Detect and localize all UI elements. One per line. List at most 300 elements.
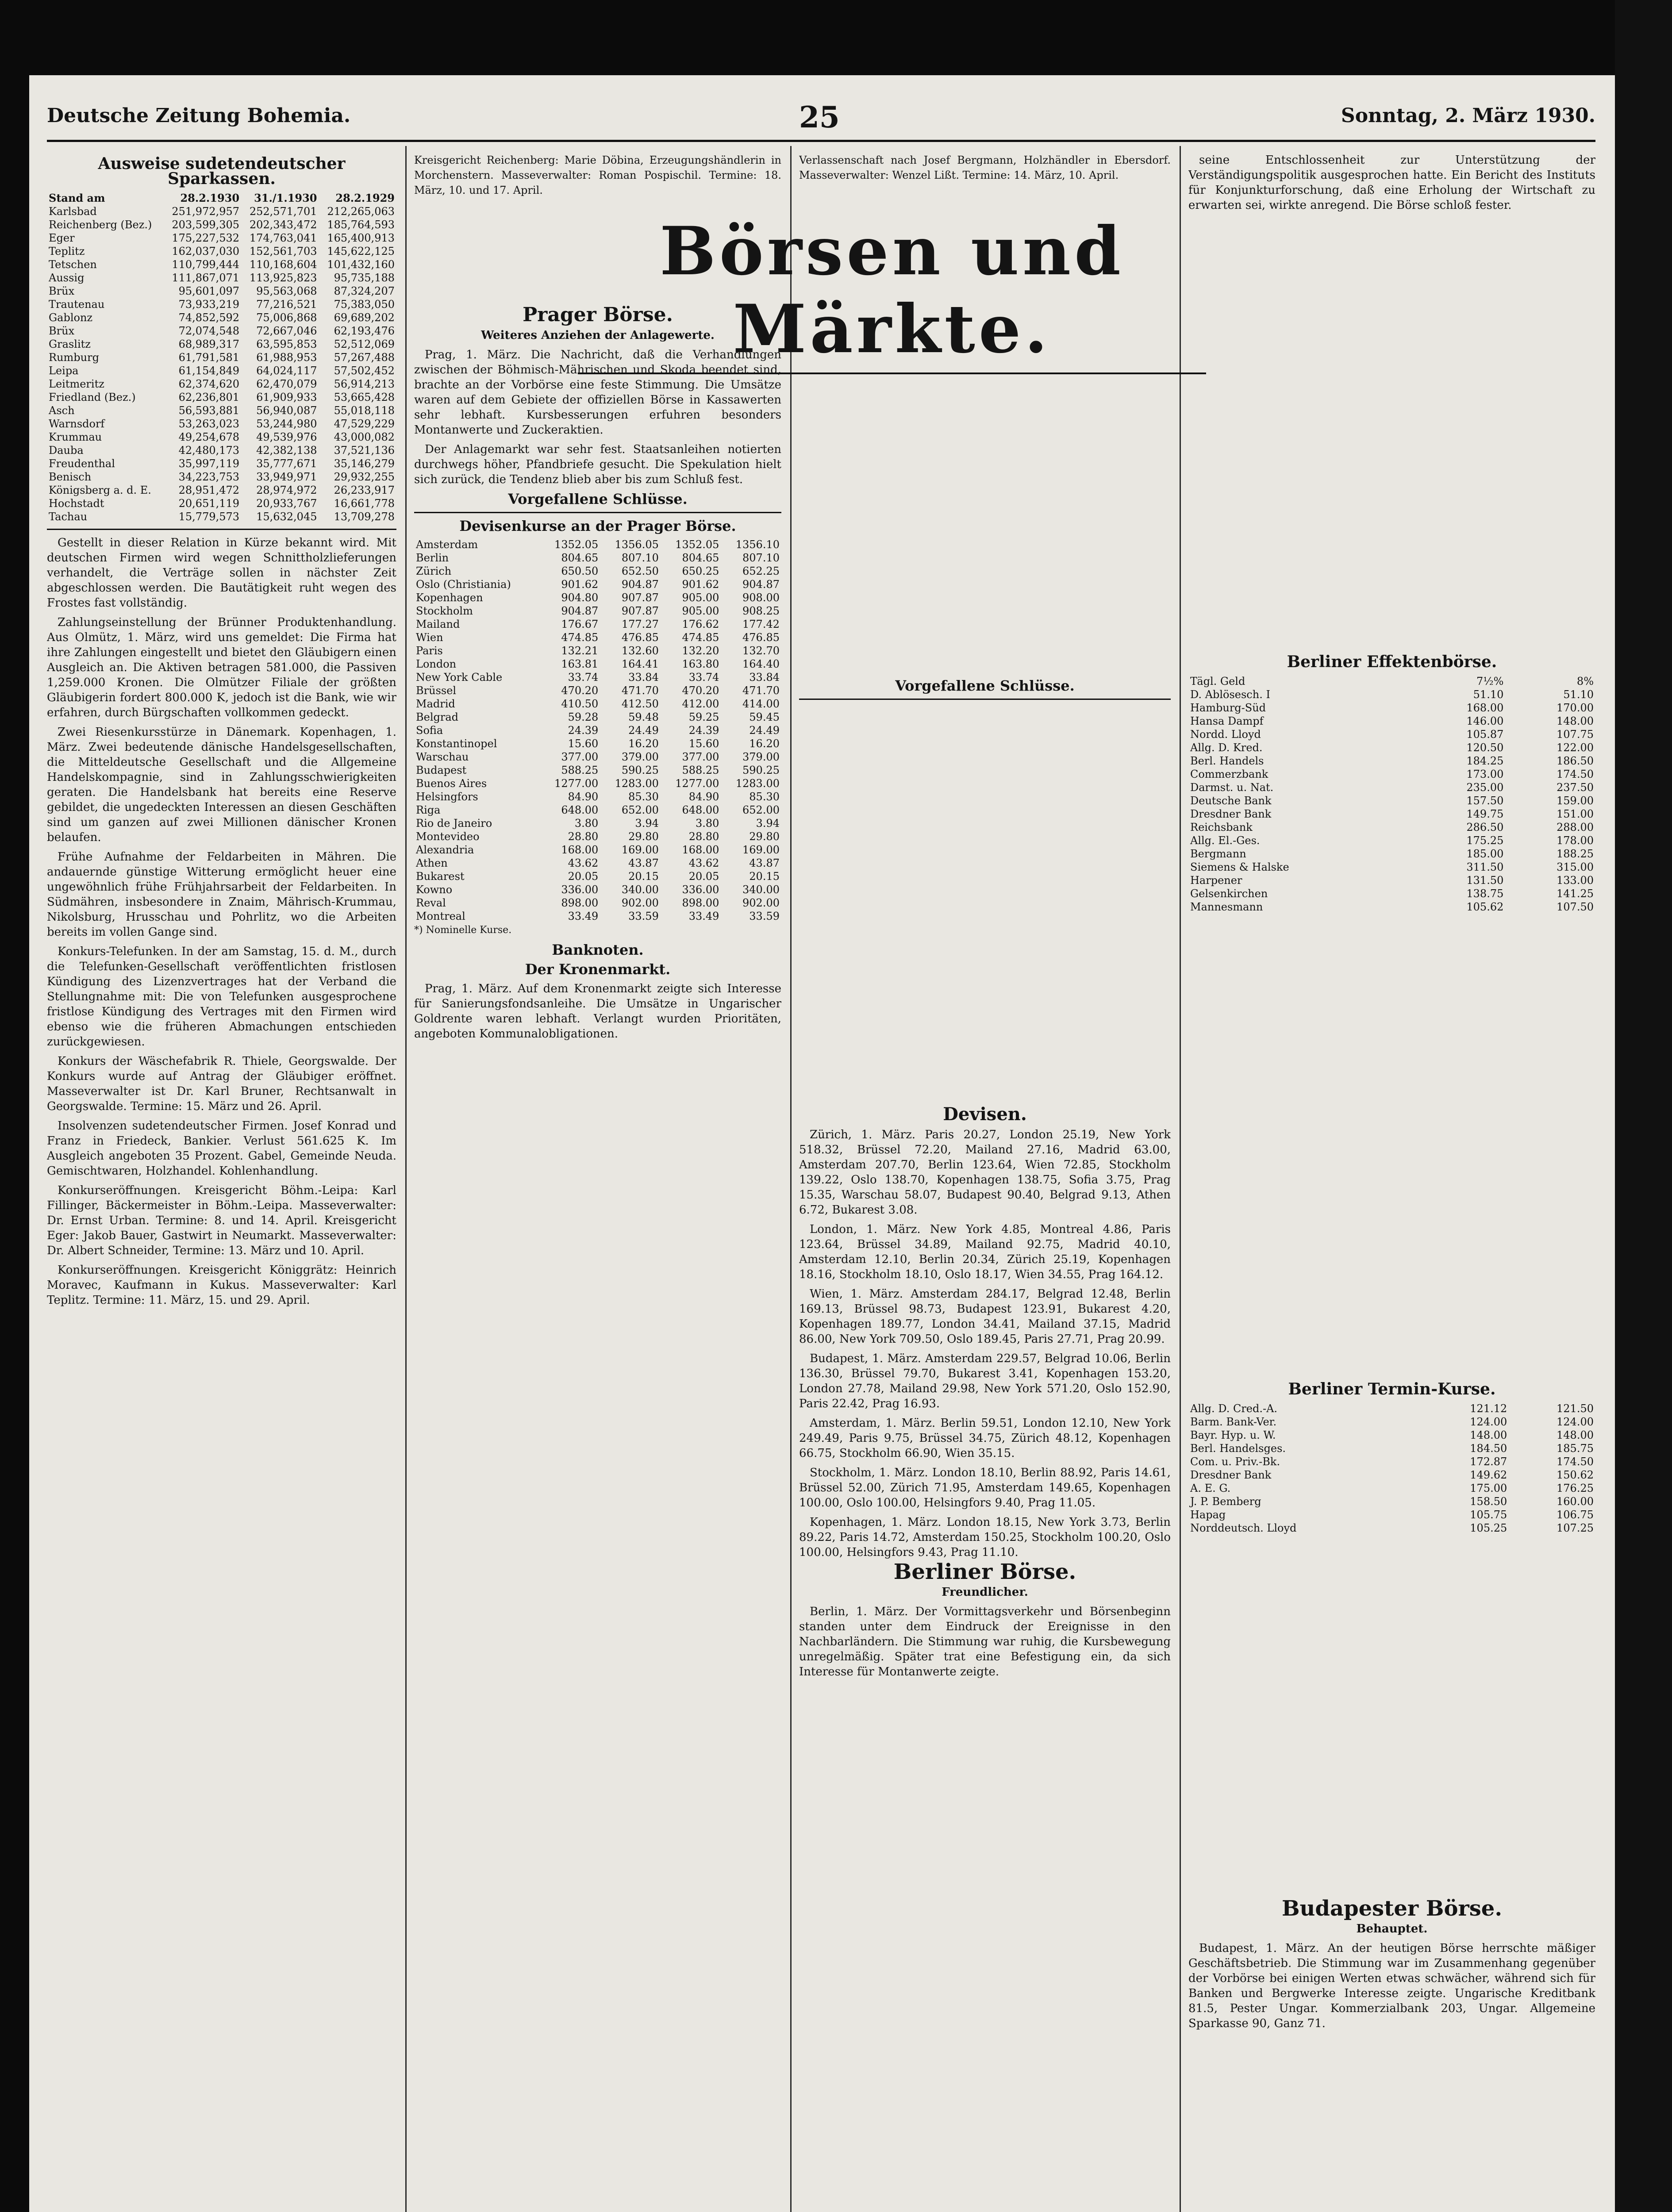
row-value: 105.62	[1466, 901, 1504, 913]
row-label: Dresdner Bank	[1190, 808, 1272, 820]
row-value: 13,709,278	[334, 511, 395, 523]
row-value: 3.94	[756, 817, 780, 830]
row-value: 64,024,117	[256, 365, 317, 377]
row-value: 33.59	[628, 910, 659, 922]
sparkasse-row	[47, 324, 396, 338]
row-value: 588.25	[561, 764, 599, 776]
termin-row	[1188, 1521, 1595, 1535]
berliner-boerse-subtitle: Freundlicher.	[942, 1586, 1028, 1599]
prager-boerse-heading: Prager Börse.	[523, 303, 673, 326]
row-value: 120.50	[1466, 741, 1504, 754]
row-value: 902.00	[742, 897, 780, 909]
row-value: 212,265,063	[327, 205, 395, 218]
row-value: 35,146,279	[334, 457, 395, 470]
row-label: Tachau	[49, 511, 88, 523]
row-value: 132.20	[682, 645, 719, 657]
title-space	[414, 202, 781, 304]
row-value: 85.30	[628, 791, 659, 803]
sparkasse-row	[47, 430, 396, 444]
row-value: 87,324,207	[334, 285, 395, 297]
newspaper-name: Deutsche Zeitung Bohemia.	[47, 104, 351, 127]
row-label: Benisch	[49, 471, 92, 483]
row-label: Berlin	[416, 552, 449, 564]
row-label: Warnsdorf	[49, 418, 105, 430]
row-value: 652.50	[621, 565, 659, 577]
sparkasse-row	[47, 231, 396, 245]
row-value: 902.00	[621, 897, 659, 909]
row-label: Leitmeritz	[49, 378, 104, 390]
devisen-row	[414, 710, 781, 724]
row-value: 152,561,703	[249, 245, 317, 257]
row-value: 55,018,118	[334, 404, 395, 417]
row-label: Mannesmann	[1190, 901, 1263, 913]
row-value: 3.94	[635, 817, 659, 830]
column-4-intro: seine Entschlossenheit zur Unterstützung der Verständigungspolitik ausgesprochen hatte. Ein Bericht des Instituts für Konjunkturforschung, daß eine Erholung der Wirtschaft zu erwarten sei, wirkte anregend. Die Börse schloß fester.	[1188, 154, 1595, 212]
row-value: 69,689,202	[334, 311, 395, 324]
row-value: 251,972,957	[172, 205, 240, 218]
effekten-row	[1188, 874, 1595, 887]
row-label: A. E. G.	[1190, 1482, 1231, 1494]
row-value: 51.10	[1563, 688, 1594, 701]
row-value: 35,997,119	[178, 457, 240, 470]
devisen-row	[414, 604, 781, 618]
row-label: Siemens & Halske	[1190, 861, 1289, 873]
row-label: Darmst. u. Nat.	[1190, 781, 1274, 794]
row-label: Teplitz	[49, 245, 85, 257]
effekten-row	[1188, 781, 1595, 794]
row-value: 20.15	[749, 870, 780, 883]
row-value: 804.65	[682, 552, 719, 564]
devisen-footnote: *) Nominelle Kurse.	[414, 925, 512, 936]
row-label: Montevideo	[416, 830, 480, 843]
row-value: 159.00	[1557, 795, 1594, 807]
sparkasse-row	[47, 298, 396, 311]
rule	[799, 699, 1171, 700]
article-paragraph: Konkurseröffnungen. Kreisgericht Böhm.-Leipa: Karl Fillinger, Bäckermeister in Böhm.-Leipa. Masseverwalter: Dr. Ernst Urban. Termine: 8. und 14. April. Kreisgericht Eger: Jakob Bauer, Gastwirt in Neumarkt. Masseverwalter: Dr. Albert Schneider, Termine: 13. März und 10. April.	[47, 1184, 396, 1257]
effekten-row	[1188, 860, 1595, 874]
termin-row	[1188, 1468, 1595, 1482]
row-value: 311.50	[1466, 861, 1504, 873]
row-label: Hapag	[1190, 1509, 1226, 1521]
row-label: Barm. Bank-Ver.	[1190, 1416, 1277, 1428]
devisenkurse-heading: Devisenkurse an der Prager Börse.	[459, 518, 736, 534]
row-value: 62,236,801	[178, 391, 240, 403]
row-value: 85.30	[749, 791, 780, 803]
row-value: 3.80	[695, 817, 719, 830]
row-value: 412.50	[621, 698, 659, 710]
row-value: 43.87	[628, 857, 659, 869]
prager-boerse-text	[414, 347, 781, 487]
effektenboerse-heading: Berliner Effektenbörse.	[1287, 653, 1497, 671]
sparkasse-row	[47, 457, 396, 470]
row-label: Deutsche Bank	[1190, 795, 1272, 807]
row-value: 1283.00	[735, 777, 780, 790]
row-value: 648.00	[561, 804, 599, 816]
row-value: 43.62	[688, 857, 719, 869]
row-value: 377.00	[561, 751, 599, 763]
court-notice: Verlassenschaft nach Josef Bergmann, Holzhändler in Ebersdorf. Masseverwalter: Wenzel Lißt. Termine: 14. März, 10. April.	[799, 154, 1171, 181]
devisen-row	[414, 697, 781, 710]
row-value: 1352.05	[675, 538, 719, 551]
row-value: 157.50	[1466, 795, 1504, 807]
row-value: 158.50	[1470, 1495, 1507, 1508]
effekten-row	[1188, 821, 1595, 834]
row-label: Riga	[416, 804, 441, 816]
article-paragraph: Der Anlagemarkt war sehr fest. Staatsanleihen notierten durchwegs höher, Pfandbriefe gesucht. Die Spekulation hielt sich zurück, die Tendenz blieb aber bis zum Schluß fest.	[414, 443, 781, 486]
row-value: 186.50	[1557, 755, 1594, 767]
rule	[47, 529, 396, 530]
row-label: Madrid	[416, 698, 455, 710]
article-paragraph: Prag, 1. März. Die Nachricht, daß die Verhandlungen zwischen der Böhmisch-Mährischen und Skoda beendet sind, brachte an der Vorbörse eine feste Stimmung. Die Umsätze waren auf dem Gebiete der offiziellen Börse in Kassawerten sehr lebhaft. Kursbesserungen erfuhren besonders Montanwerte und Zuckeraktien.	[414, 348, 781, 437]
row-value: 124.00	[1557, 1416, 1594, 1428]
row-label: Karlsbad	[49, 205, 97, 218]
page-number: 25	[799, 100, 840, 134]
row-value: 37,521,136	[334, 444, 395, 457]
row-value: 474.85	[561, 631, 599, 644]
sparkasse-row	[47, 258, 396, 271]
termin-row	[1188, 1508, 1595, 1521]
termin-row	[1188, 1495, 1595, 1508]
effekten-row	[1188, 741, 1595, 754]
row-value: 24.39	[688, 724, 719, 737]
row-value: 148.00	[1557, 1429, 1594, 1441]
devisen-paragraph: Budapest, 1. März. Amsterdam 229.57, Belgrad 10.06, Berlin 136.30, Brüssel 79.70, Bukarest 3.41, Kopenhagen 153.20, London 27.78, Mailand 29.98, New York 571.20, Oslo 152.90, Paris 22.42, Prag 16.93.	[799, 1352, 1171, 1410]
sparkasse-row	[47, 205, 396, 218]
row-value: 57,502,452	[334, 365, 395, 377]
row-value: 476.85	[742, 631, 780, 644]
row-value: 184.50	[1470, 1442, 1507, 1455]
row-value: 286.50	[1466, 821, 1504, 833]
row-value: 1277.00	[675, 777, 719, 790]
row-value: 33.74	[688, 671, 719, 684]
sparkasse-row	[47, 218, 396, 231]
prager-boerse-subtitle: Weiteres Anziehen der Anlagewerte.	[481, 329, 715, 342]
row-value: 807.10	[742, 552, 780, 564]
devisen-row	[414, 631, 781, 644]
row-value: 131.50	[1466, 874, 1504, 887]
row-label: J. P. Bemberg	[1190, 1495, 1261, 1508]
row-value: 121.12	[1470, 1402, 1507, 1415]
devisen-row	[414, 591, 781, 604]
row-label: Friedland (Bez.)	[49, 391, 136, 403]
row-value: 202,343,472	[249, 219, 317, 231]
row-value: 170.00	[1557, 702, 1594, 714]
sparkasse-row	[47, 497, 396, 510]
row-value: 184.25	[1466, 755, 1504, 767]
devisen-text	[799, 1127, 1171, 1560]
row-value: 52,512,069	[334, 338, 395, 350]
devisen-row	[414, 724, 781, 737]
sparkassen-rows	[47, 205, 396, 523]
row-value: 904.80	[561, 591, 599, 604]
row-value: 652.25	[742, 565, 780, 577]
effekten-row	[1188, 834, 1595, 847]
row-value: 163.80	[682, 658, 719, 670]
sparkasse-row	[47, 470, 396, 484]
row-value: 84.90	[688, 791, 719, 803]
row-value: 113,925,823	[249, 272, 317, 284]
article-paragraph: Frühe Aufnahme der Feldarbeiten in Mähren. Die andauernde günstige Witterung ermöglicht heuer eine ungewöhnlich frühe Frühjahrsarbeit der Feldarbeiten. In Südmähren, insbesondere in Znaim, Mährisch-Krummau, Nikolsburg, Hrusschau und Pohrlitz, wo die Arbeiten bereits im vollen Gange sind.	[47, 850, 396, 939]
column-header: 31./1.1930	[254, 192, 317, 204]
column-divider	[1180, 146, 1181, 2212]
row-label: Krummau	[49, 431, 102, 443]
row-value: 72,667,046	[256, 325, 317, 337]
row-value: 59.45	[749, 711, 780, 723]
row-value: 252,571,701	[249, 205, 317, 218]
row-value: 95,601,097	[178, 285, 240, 297]
row-value: 51.10	[1473, 688, 1504, 701]
row-value: 72,074,548	[178, 325, 240, 337]
termin-row	[1188, 1415, 1595, 1429]
row-value: 235.00	[1466, 781, 1504, 794]
row-value: 61,988,953	[256, 351, 317, 364]
row-value: 62,374,620	[178, 378, 240, 390]
row-value: 476.85	[621, 631, 659, 644]
row-value: 168.00	[682, 844, 719, 856]
row-value: 173.00	[1466, 768, 1504, 780]
row-label: Königsberg a. d. E.	[49, 484, 151, 496]
row-label: Gelsenkirchen	[1190, 887, 1268, 900]
effekten-space	[1188, 914, 1595, 1378]
row-value: 61,909,933	[256, 391, 317, 403]
row-value: 132.60	[621, 645, 659, 657]
row-label: Athen	[416, 857, 448, 869]
row-value: 49,539,976	[256, 431, 317, 443]
row-value: 203,599,305	[172, 219, 240, 231]
sparkasse-row	[47, 444, 396, 457]
row-label: Trautenau	[49, 298, 105, 311]
report-space	[1188, 217, 1595, 651]
row-value: 898.00	[561, 897, 599, 909]
row-value: 28,974,972	[256, 484, 317, 496]
row-value: 59.25	[688, 711, 719, 723]
devisen-paragraph: Amsterdam, 1. März. Berlin 59.51, London 12.10, New York 249.49, Paris 9.75, Brüssel 34.75, Zürich 48.12, Kopenhagen 66.75, Stockholm 66.90, Wien 35.15.	[799, 1417, 1171, 1460]
row-value: 804.65	[561, 552, 599, 564]
row-label: Gablonz	[49, 311, 93, 324]
row-value: 33.49	[568, 910, 599, 922]
row-value: 185.75	[1557, 1442, 1594, 1455]
row-label: Helsingfors	[416, 791, 478, 803]
row-value: 1277.00	[554, 777, 599, 790]
row-label: Hansa Dampf	[1190, 715, 1264, 727]
row-value: 8%	[1576, 675, 1594, 687]
scan-edge	[1615, 0, 1672, 2212]
row-value: 177.27	[621, 618, 659, 630]
row-value: 174.50	[1557, 1455, 1594, 1468]
column-3	[799, 153, 1171, 2212]
row-value: 146.00	[1466, 715, 1504, 727]
column-divider	[790, 146, 792, 2212]
row-value: 106.75	[1557, 1509, 1594, 1521]
devisen-row	[414, 551, 781, 565]
row-value: 138.75	[1466, 887, 1504, 900]
row-value: 474.85	[682, 631, 719, 644]
row-label: Konstantinopel	[416, 737, 497, 750]
row-value: 377.00	[682, 751, 719, 763]
row-value: 175.00	[1470, 1482, 1507, 1494]
row-value: 588.25	[682, 764, 719, 776]
row-value: 904.87	[561, 605, 599, 617]
row-label: Sofia	[416, 724, 443, 737]
row-value: 650.50	[561, 565, 599, 577]
article-paragraph: Konkurs-Telefunken. In der am Samstag, 15. d. M., durch die Telefunken-Gesellschaft veröffentlichten fristlosen Kündigung des Lizenzvertrages hat der Verband die Stellungnahme mit: Die von Telefunken ausgesprochene fristlose Kündigung des Vertrages mit den Firmen wird ebenso wie die früheren Abmachungen entschieden zurückgewiesen.	[47, 945, 396, 1048]
devisen-row	[414, 817, 781, 830]
row-value: 379.00	[621, 751, 659, 763]
row-value: 168.00	[1466, 702, 1504, 714]
row-value: 95,735,188	[334, 272, 395, 284]
row-value: 901.62	[561, 578, 599, 591]
sparkasse-row	[47, 311, 396, 324]
row-label: Buenos Aires	[416, 777, 487, 790]
effekten-row	[1188, 807, 1595, 821]
column-1	[47, 153, 396, 2212]
row-value: 188.25	[1557, 848, 1594, 860]
row-label: Reval	[416, 897, 446, 909]
row-value: 20,933,767	[256, 497, 317, 510]
row-value: 907.87	[621, 591, 659, 604]
devisen-row	[414, 843, 781, 856]
row-value: 110,799,444	[172, 258, 240, 271]
row-value: 20.15	[628, 870, 659, 883]
title-space	[799, 187, 1171, 674]
row-value: 169.00	[742, 844, 780, 856]
row-value: 379.00	[742, 751, 780, 763]
row-label: Mailand	[416, 618, 460, 630]
row-value: 905.00	[682, 605, 719, 617]
row-value: 29,932,255	[334, 471, 395, 483]
row-label: Kopenhagen	[416, 591, 483, 604]
devisen-row	[414, 578, 781, 591]
row-label: Alexandria	[416, 844, 474, 856]
row-value: 336.00	[682, 883, 719, 896]
row-label: New York Cable	[416, 671, 503, 684]
row-value: 905.00	[682, 591, 719, 604]
devisen-paragraph: Zürich, 1. März. Paris 20.27, London 25.19, New York 518.32, Brüssel 72.20, Mailand 27.16, Madrid 63.00, Amsterdam 207.70, Berlin 123.64, Wien 72.85, Stockholm 139.22, Oslo 138.70, Kopenhagen 138.75, Sofia 3.75, Prag 15.35, Warschau 58.07, Budapest 90.40, Belgrad 9.13, Athen 6.72, Bukarest 3.08.	[799, 1128, 1171, 1217]
article-paragraph: Insolvenzen sudetendeutscher Firmen. Josef Konrad und Franz in Friedeck, Bankier. Verlust 561.625 K. Im Ausgleich angeboten 35 Prozent. Gabel, Gemeinde Neuda. Gemischtwaren, Holzhandel. Kohlenhandlung.	[47, 1119, 396, 1178]
column-4	[1188, 153, 1595, 2212]
row-value: 175,227,532	[172, 232, 240, 244]
row-value: 15.60	[688, 737, 719, 750]
row-label: Rumburg	[49, 351, 99, 364]
effekten-row	[1188, 754, 1595, 768]
sparkasse-row	[47, 391, 396, 404]
row-label: Harpener	[1190, 874, 1242, 887]
row-label: Brüssel	[416, 684, 457, 697]
budapester-boerse-subtitle: Behauptet.	[1356, 1922, 1428, 1936]
termin-row	[1188, 1429, 1595, 1442]
table-header-row	[47, 192, 396, 205]
devisen-row	[414, 870, 781, 883]
effekten-row	[1188, 701, 1595, 714]
row-label: Aussig	[49, 272, 85, 284]
row-value: 29.80	[628, 830, 659, 843]
row-value: 652.00	[742, 804, 780, 816]
row-value: 908.25	[742, 605, 780, 617]
row-label: D. Ablösesch. I	[1190, 688, 1270, 701]
row-label: Bergmann	[1190, 848, 1246, 860]
row-value: 20,651,119	[178, 497, 240, 510]
row-value: 121.50	[1557, 1402, 1594, 1415]
row-value: 107.25	[1557, 1522, 1594, 1534]
devisen-row	[414, 538, 781, 551]
kronenmarkt-heading: Der Kronenmarkt.	[525, 961, 671, 978]
sparkasse-row	[47, 245, 396, 258]
row-value: 59.48	[628, 711, 659, 723]
sparkasse-row	[47, 338, 396, 351]
effekten-row	[1188, 794, 1595, 807]
row-value: 412.00	[682, 698, 719, 710]
row-value: 176.67	[561, 618, 599, 630]
row-label: Dauba	[49, 444, 84, 457]
row-value: 111,867,071	[172, 272, 240, 284]
effekten-row	[1188, 728, 1595, 741]
row-value: 20.05	[688, 870, 719, 883]
termin-row	[1188, 1442, 1595, 1455]
devisen-row	[414, 644, 781, 657]
row-value: 150.62	[1557, 1469, 1594, 1481]
row-value: 107.75	[1557, 728, 1594, 741]
column-1-articles	[47, 535, 396, 1308]
row-value: 24.39	[568, 724, 599, 737]
row-label: Allg. El.-Ges.	[1190, 834, 1260, 847]
row-value: 177.42	[742, 618, 780, 630]
row-value: 176.62	[682, 618, 719, 630]
sparkasse-row	[47, 271, 396, 284]
budapester-boerse-text: Budapest, 1. März. An der heutigen Börse herrschte mäßiger Geschäftsbetrieb. Die Stimmung war im Zusammenhang gegenüber der Vorbörse bei einigen Werten etwas schwächer, während sich für Banken und Bergwerke Interesse zeigte. Ungarische Kreditbank 81.5, Pester Ungar. Kommerzialbank 203, Ungar. Allgemeine Sparkasse 90, Ganz 71.	[1188, 1942, 1595, 2030]
article-paragraph: Gestellt in dieser Relation in Kürze bekannt wird. Mit deutschen Firmen wird wegen Schnittholzlieferungen verhandelt, die Verträge sollen in nächster Zeit abgeschlossen werden. Die Bautätigkeit ruht wegen des Frostes fast vollständig.	[47, 536, 396, 610]
row-value: 43.62	[568, 857, 599, 869]
row-value: 174,763,041	[249, 232, 317, 244]
row-value: 1352.05	[554, 538, 599, 551]
row-value: 26,233,917	[334, 484, 395, 496]
row-value: 62,193,476	[334, 325, 395, 337]
row-label: Rio de Janeiro	[416, 817, 492, 830]
sparkasse-row	[47, 404, 396, 417]
row-value: 132.21	[561, 645, 599, 657]
row-value: 105.87	[1466, 728, 1504, 741]
row-value: 1356.05	[615, 538, 659, 551]
row-label: London	[416, 658, 457, 670]
row-value: 590.25	[742, 764, 780, 776]
row-value: 29.80	[749, 830, 780, 843]
row-value: 907.87	[621, 605, 659, 617]
row-label: Brüx	[49, 325, 75, 337]
row-value: 164.40	[742, 658, 780, 670]
row-value: 33.59	[749, 910, 780, 922]
row-value: 35,777,671	[256, 457, 317, 470]
row-value: 410.50	[561, 698, 599, 710]
column-header: 28.2.1929	[335, 192, 395, 204]
row-value: 61,791,581	[178, 351, 240, 364]
row-value: 148.00	[1557, 715, 1594, 727]
row-value: 1356.10	[735, 538, 780, 551]
row-value: 7½%	[1476, 675, 1504, 687]
sparkassen-table	[47, 192, 396, 523]
devisen-row	[414, 896, 781, 910]
row-value: 590.25	[621, 764, 659, 776]
row-value: 145,622,125	[327, 245, 395, 257]
row-value: 28,951,472	[178, 484, 240, 496]
row-value: 336.00	[561, 883, 599, 896]
column-header: 28.2.1930	[180, 192, 240, 204]
sparkasse-row	[47, 364, 396, 377]
row-value: 149.62	[1470, 1469, 1507, 1481]
sparkasse-row	[47, 351, 396, 364]
devisen-row	[414, 618, 781, 631]
court-notice: Kreisgericht Reichenberg: Marie Döbina, Erzeugungshändlerin in Morchenstern. Masseverwalter: Roman Pospischil. Termine: 18. März, 10. und 17. April.	[414, 154, 781, 196]
devisen-row	[414, 883, 781, 896]
row-value: 340.00	[742, 883, 780, 896]
